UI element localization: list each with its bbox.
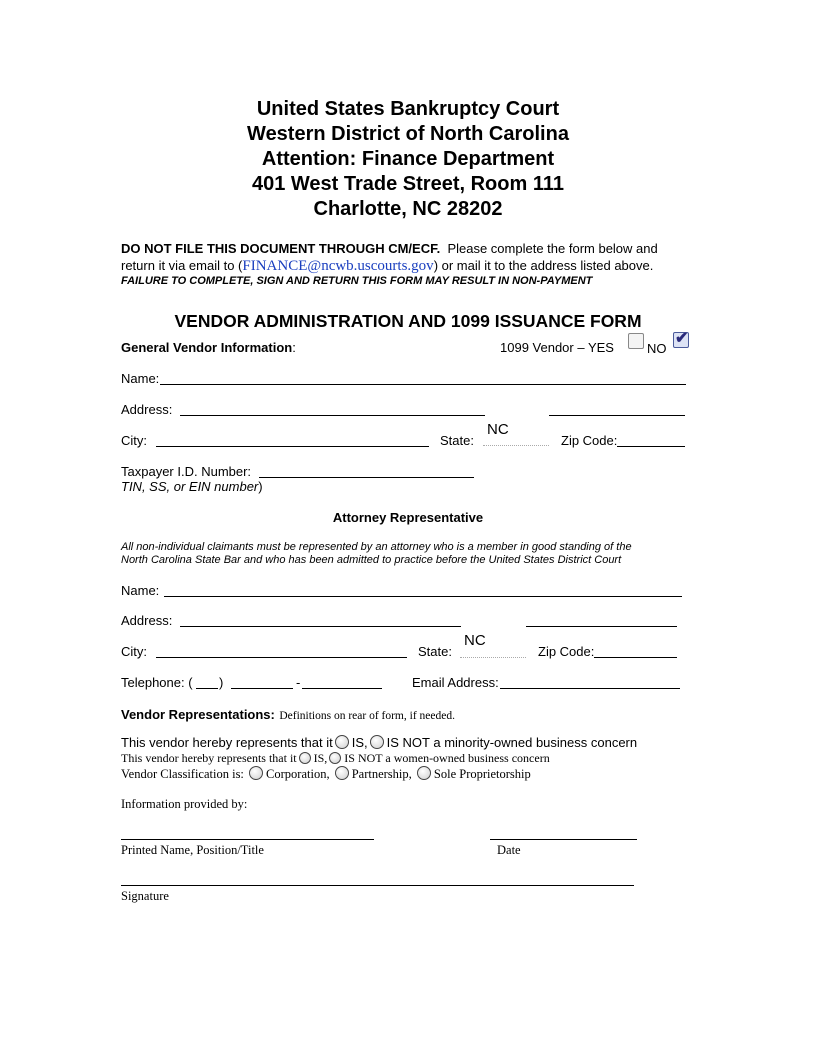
date-field[interactable] xyxy=(490,839,637,840)
vendor-address-label: Address: xyxy=(121,402,173,417)
sole-proprietorship-radio[interactable] xyxy=(417,766,431,780)
telephone-prefix-field[interactable] xyxy=(231,688,293,689)
vendor-zip-label: Zip Code: xyxy=(561,433,618,448)
attorney-state-value: NC xyxy=(464,632,486,649)
attorney-state-label: State: xyxy=(418,644,452,659)
intro-mail-text: ) or mail it to the address listed above. xyxy=(433,258,654,273)
attorney-address-label: Address: xyxy=(121,613,173,628)
women-is-radio[interactable] xyxy=(299,752,311,764)
signature-label: Signature xyxy=(121,889,169,903)
do-not-file-notice: DO NOT FILE THIS DOCUMENT THROUGH CM/ECF. xyxy=(121,241,441,256)
email-address-field[interactable] xyxy=(500,688,680,689)
general-vendor-heading: General Vendor Information: xyxy=(121,340,296,355)
court-name: United States Bankruptcy Court xyxy=(256,98,560,120)
vendor-1099-no-checkbox[interactable] xyxy=(673,332,689,348)
vendor-1099-yes-checkbox[interactable] xyxy=(628,333,644,349)
attorney-city-label: City: xyxy=(121,644,147,659)
intro-line2 xyxy=(121,258,653,275)
telephone-label: Telephone: ( xyxy=(121,675,193,690)
city-state-zip: Charlotte, NC 28202 xyxy=(313,198,503,220)
attention-line: Attention: Finance Department xyxy=(261,148,555,170)
vendor-state-value: NC xyxy=(487,421,509,438)
form-title: VENDOR ADMINISTRATION AND 1099 ISSUANCE FORM xyxy=(174,311,642,331)
intro-line1 xyxy=(121,241,658,256)
date-label: Date xyxy=(497,843,521,857)
vendor-city-field[interactable] xyxy=(156,446,429,447)
email-address-label: Email Address: xyxy=(412,675,499,690)
district-name: Western District of North Carolina xyxy=(247,123,569,145)
partnership-radio[interactable] xyxy=(335,766,349,780)
attorney-heading: Attorney Representative xyxy=(332,510,484,525)
minority-owned-row: This vendor hereby represents that it IS, IS NOT a minority-owned business concern xyxy=(121,735,638,750)
tin-note: TIN, SS, or EIN number) xyxy=(121,479,263,494)
telephone-line-field[interactable] xyxy=(302,688,382,689)
vendor-representations xyxy=(121,706,455,724)
tin-field[interactable] xyxy=(259,477,474,478)
vendor-address-field-2[interactable] xyxy=(549,415,685,416)
printed-name-label: Printed Name, Position/Title xyxy=(121,843,264,857)
attorney-address-field-2[interactable] xyxy=(526,626,677,627)
vendor-address-field[interactable] xyxy=(180,415,485,416)
minority-is-not-radio[interactable] xyxy=(370,735,384,749)
telephone-close-paren: ) xyxy=(219,675,224,690)
intro-instruction: Please complete the form below and xyxy=(440,241,658,256)
attorney-name-label: Name: xyxy=(121,583,160,598)
classification-row: Vendor Classification is: Corporation, Partnership, Sole Proprietorship xyxy=(121,767,531,781)
corporation-radio[interactable] xyxy=(249,766,263,780)
information-provided-by: Information provided by: xyxy=(121,797,248,811)
printed-name-field[interactable] xyxy=(121,839,374,840)
vendor-name-field[interactable] xyxy=(160,384,686,385)
vendor-zip-field[interactable] xyxy=(617,446,685,447)
vendor-1099-no-label: NO xyxy=(647,341,667,356)
checkmark-icon: ✔ xyxy=(675,330,689,347)
attorney-zip-field[interactable] xyxy=(594,657,677,658)
signature-field[interactable] xyxy=(121,885,634,886)
attorney-address-field[interactable] xyxy=(180,626,461,627)
women-is-not-radio[interactable] xyxy=(329,752,341,764)
telephone-area-code-field[interactable] xyxy=(196,688,218,689)
vendor-city-label: City: xyxy=(121,433,147,448)
representations-label: Vendor Representations: xyxy=(121,707,275,722)
attorney-zip-label: Zip Code: xyxy=(538,644,595,659)
attorney-city-field[interactable] xyxy=(156,657,407,658)
street-address: 401 West Trade Street, Room 111 xyxy=(251,173,564,195)
telephone-dash: - xyxy=(296,675,301,690)
vendor-name-label: Name: xyxy=(121,371,160,386)
vendor-1099-label: 1099 Vendor – YES xyxy=(500,340,614,355)
tin-label: Taxpayer I.D. Number: xyxy=(121,464,252,479)
vendor-state-label: State: xyxy=(440,433,474,448)
attorney-note-line1: All non-individual claimants must be represented by an attorney who is a member in good standing of the xyxy=(121,541,632,553)
attorney-note-line2: North Carolina State Bar and who has been admitted to practice before the United States District Court xyxy=(121,554,622,566)
attorney-name-field[interactable] xyxy=(164,596,682,597)
minority-is-radio[interactable] xyxy=(335,735,349,749)
representations-note: Definitions on rear of form, if needed. xyxy=(279,710,455,722)
women-owned-row: This vendor hereby represents that it IS, IS NOT a women-owned business concern xyxy=(121,751,550,765)
finance-email-link[interactable]: FINANCE@ncwb.uscourts.gov xyxy=(242,258,434,274)
intro-return-text: return it via email to ( xyxy=(121,258,243,273)
nonpayment-warning: FAILURE TO COMPLETE, SIGN AND RETURN THIS FORM MAY RESULT IN NON-PAYMENT xyxy=(121,275,593,287)
